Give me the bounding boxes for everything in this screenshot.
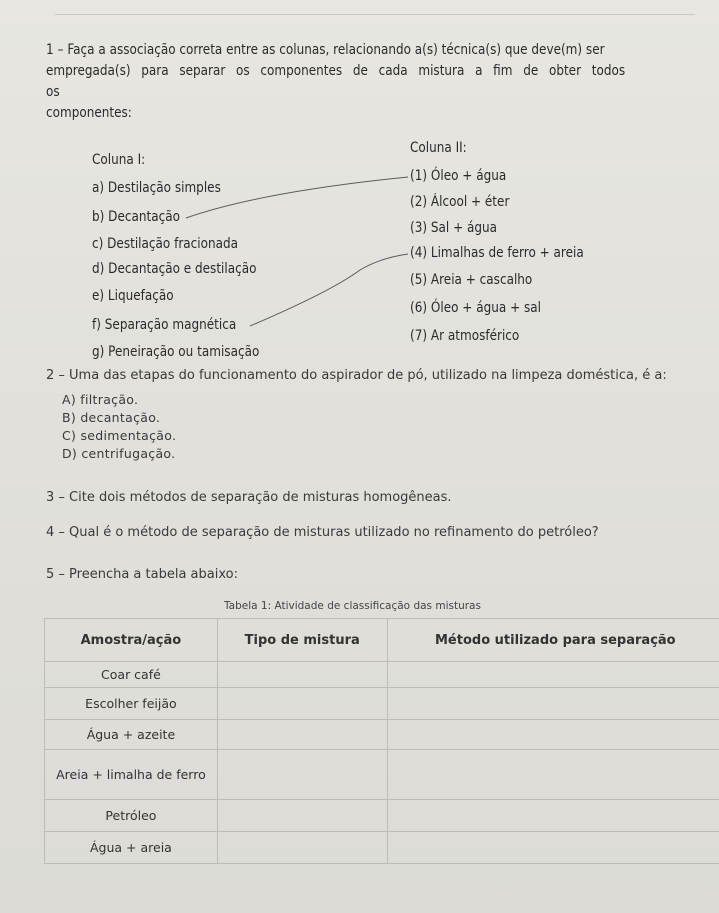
col2-item-5: (5) Areia + cascalho <box>410 272 533 288</box>
question-3: 3 – Cite dois métodos de separação de misturas homogêneas. <box>46 490 452 505</box>
q1-line-3: componentes: <box>46 105 132 121</box>
row-sample: Petróleo <box>45 800 218 832</box>
col1-item-a: a) Destilação simples <box>92 180 221 196</box>
question-5: 5 – Preencha a tabela abaixo: <box>46 567 238 582</box>
table-row <box>45 832 719 864</box>
header-sample: Amostra/ação <box>45 619 218 662</box>
row-sample: Água + azeite <box>45 720 218 750</box>
table-header-row <box>45 619 719 662</box>
row-mixture-type-cell[interactable] <box>217 720 387 750</box>
q2-option-a: A) filtração. <box>62 392 139 407</box>
col2-item-7: (7) Ar atmosférico <box>410 328 520 344</box>
row-sample: Areia + limalha de ferro <box>45 750 218 800</box>
col2-item-1: (1) Óleo + água <box>410 168 507 184</box>
row-mixture-type-cell[interactable] <box>217 832 387 864</box>
col1-item-f: f) Separação magnética <box>92 317 237 333</box>
table-row <box>45 720 719 750</box>
q1-line-1: 1 – Faça a associação correta entre as colunas, relacionando a(s) técnica(s) que deve(m) ser <box>46 42 605 58</box>
q2-option-d: D) centrifugação. <box>62 446 176 461</box>
row-method-cell[interactable] <box>387 800 719 832</box>
row-mixture-type-cell[interactable] <box>217 688 387 720</box>
question-2-stem: 2 – Uma das etapas do funcionamento do aspirador de pó, utilizado na limpeza doméstica, é a: <box>46 368 667 383</box>
col2-item-4: (4) Limalhas de ferro + areia <box>410 245 584 261</box>
question-4: 4 – Qual é o método de separação de misturas utilizado no refinamento do petróleo? <box>46 525 599 540</box>
row-method-cell[interactable] <box>387 688 719 720</box>
table-row <box>45 750 719 800</box>
col1-item-c: c) Destilação fracionada <box>92 236 239 252</box>
association-line-b-1 <box>186 177 408 218</box>
col1-item-d: d) Decantação e destilação <box>92 261 257 277</box>
q2-option-c: C) sedimentação. <box>62 428 177 443</box>
row-mixture-type-cell[interactable] <box>217 800 387 832</box>
row-method-cell[interactable] <box>387 750 719 800</box>
column-2-title: Coluna II: <box>410 140 467 156</box>
row-sample: Água + areia <box>45 832 218 864</box>
row-method-cell[interactable] <box>387 662 719 688</box>
col1-item-g: g) Peneiração ou tamisação <box>92 344 260 360</box>
row-method-cell[interactable] <box>387 720 719 750</box>
col1-item-e: e) Liquefação <box>92 288 174 304</box>
column-1-title: Coluna I: <box>92 152 146 168</box>
table-row <box>45 800 719 832</box>
col2-item-2: (2) Álcool + éter <box>410 194 510 210</box>
q1-line-2: empregada(s) para separar os componentes de cada mistura a fim de obter todos os <box>46 63 626 100</box>
row-method-cell[interactable] <box>387 832 719 864</box>
col2-item-6: (6) Óleo + água + sal <box>410 300 541 316</box>
row-mixture-type-cell[interactable] <box>217 750 387 800</box>
association-line-f-4 <box>250 254 408 326</box>
table-row <box>45 688 719 720</box>
col2-item-3: (3) Sal + água <box>410 220 498 236</box>
row-sample: Coar café <box>45 662 218 688</box>
header-method: Método utilizado para separação <box>387 619 719 662</box>
table-row <box>45 662 719 688</box>
col1-item-b: b) Decantação <box>92 209 180 225</box>
row-sample: Escolher feijão <box>45 688 218 720</box>
table-caption: Tabela 1: Atividade de classificação das misturas <box>224 600 481 612</box>
header-mixture-type: Tipo de mistura <box>217 619 387 662</box>
row-mixture-type-cell[interactable] <box>217 662 387 688</box>
classification-table <box>44 618 719 864</box>
q2-option-b: B) decantação. <box>62 410 161 425</box>
